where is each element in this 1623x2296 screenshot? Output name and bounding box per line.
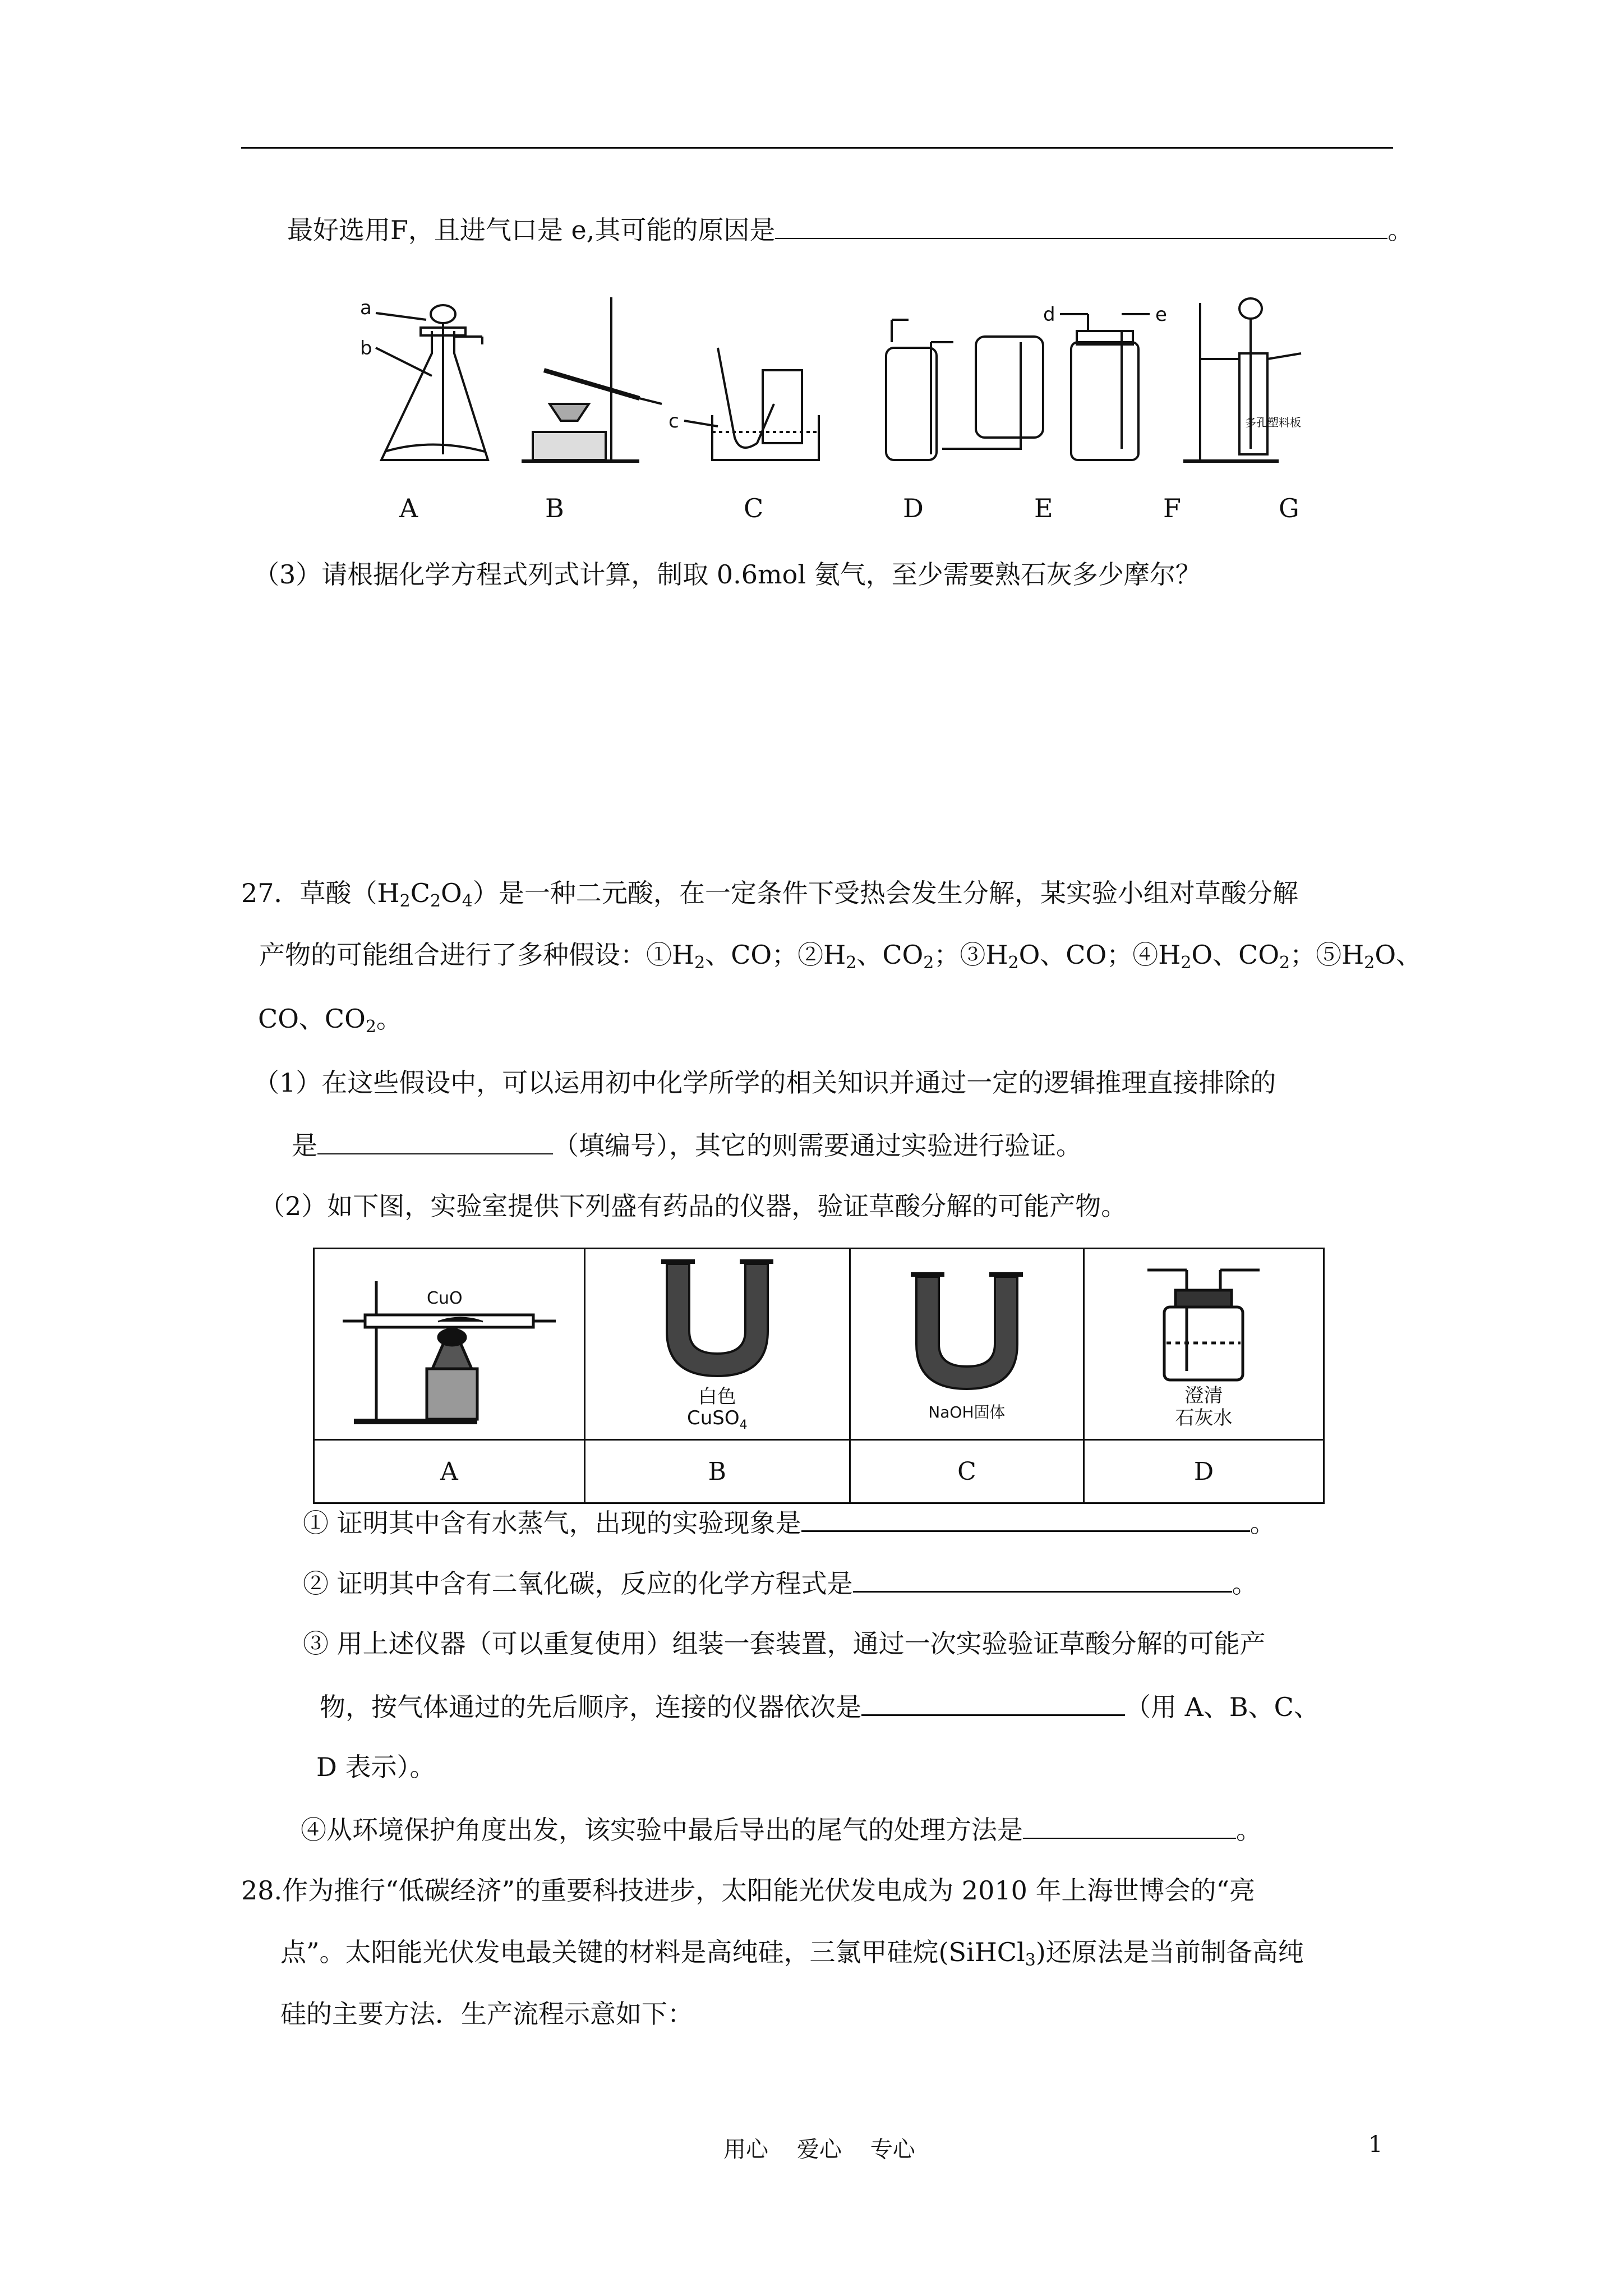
q26-answer-blank[interactable]	[775, 212, 1387, 239]
page-number: 1	[1368, 2132, 1383, 2157]
label-b: b	[360, 337, 372, 360]
apparatus-letter-f: F	[1163, 493, 1181, 523]
q27-step3-line3: D 表示）。	[316, 1752, 436, 1782]
q27-step3-line2: 物，按气体通过的先后顺序，连接的仪器依次是 （用 A、B、C、	[320, 1688, 1320, 1724]
label-d: D	[1083, 1440, 1324, 1503]
footer-center: 用心 爱心 专心	[723, 2137, 915, 2162]
q27-part1-blank[interactable]	[317, 1128, 553, 1154]
cell-c-image	[850, 1249, 1083, 1440]
q27-step1-blank[interactable]	[801, 1504, 1250, 1532]
apparatus-e-drawing	[942, 337, 1043, 449]
cell-a-image	[314, 1249, 585, 1440]
q27-step4-blank[interactable]	[1023, 1812, 1236, 1839]
q27-step2-blank[interactable]	[853, 1565, 1232, 1593]
q27-intro-line1: 27．草酸$(H_2C_2O_4)$是一种二元酸，在一定条件下受热会发生分解，某实验小组对草酸分解	[241, 878, 1298, 911]
apparatus-u-tube-naoh-drawing	[894, 1266, 1040, 1400]
apparatus-b-drawing	[522, 297, 662, 461]
label-c: C	[850, 1440, 1083, 1503]
b-caption-2: CuSO$_4$	[686, 1406, 748, 1432]
q27-part1-line2: 是 （填编号），其它的则需要通过实验进行验证。	[292, 1128, 1082, 1162]
apparatus-letter-a: A	[399, 493, 418, 523]
q27-step3-blank[interactable]	[861, 1688, 1125, 1716]
q27-step1: ① 证明其中含有水蒸气，出现的实验现象是 。	[303, 1504, 1276, 1540]
label-a: a	[360, 297, 372, 319]
apparatus-letter-c: C	[744, 493, 764, 523]
label-e: e	[1155, 303, 1167, 326]
q27-step2: ② 证明其中含有二氧化碳，反应的化学方程式是 。	[303, 1565, 1258, 1600]
label-a: A	[314, 1440, 585, 1503]
d-caption-1: 澄清	[1184, 1384, 1223, 1407]
c-caption: NaOH固体	[928, 1403, 1006, 1421]
label-c: c	[668, 410, 679, 432]
apparatus-a-drawing	[376, 305, 488, 460]
q27-step4: ④从环境保护角度出发，该实验中最后导出的尾气的处理方法是 。	[301, 1812, 1262, 1847]
d-caption-2: 石灰水	[1175, 1407, 1233, 1429]
q28-line2: 点”。太阳能光伏发电最关键的材料是高纯硅，三氯甲硅烷(SiHCl$_3$)还原法是当前制备高纯	[280, 1937, 1304, 1970]
apparatus-g-drawing	[1183, 298, 1301, 461]
apparatus-u-tube-cuso4-drawing	[644, 1253, 790, 1387]
label-d: d	[1043, 303, 1055, 326]
cell-b-image	[584, 1249, 850, 1440]
q27-part2: （2）如下图，实验室提供下列盛有药品的仪器，验证草酸分解的可能产物。	[259, 1191, 1127, 1221]
apparatus-letter-b: B	[545, 493, 564, 523]
label-b: B	[584, 1440, 850, 1503]
apparatus-d-drawing	[886, 320, 953, 460]
q27-apparatus-table	[313, 1248, 1325, 1504]
cuo-label: CuO	[426, 1289, 463, 1308]
q26-part3: （3）请根据化学方程式列式计算，制取 0.6mol 氨气，至少需要熟石灰多少摩尔？	[253, 559, 1201, 590]
apparatus-cuo-drawing	[331, 1259, 567, 1427]
apparatus-limewater-bottle-drawing	[1136, 1259, 1271, 1382]
apparatus-f-drawing	[1060, 314, 1150, 460]
apparatus-letter-g: G	[1279, 493, 1299, 523]
q26-line-f-text: 最好选用F，且进气口是 e,其可能的原因是	[287, 215, 776, 245]
apparatus-letter-d: D	[903, 493, 924, 523]
q27-part1-line1: （1）在这些假设中，可以运用初中化学所学的相关知识并通过一定的逻辑推理直接排除的	[253, 1068, 1276, 1098]
apparatus-c-drawing	[684, 348, 819, 460]
q26-line-f	[287, 212, 1413, 247]
label-porous-plate: 多孔塑料板	[1245, 416, 1301, 429]
q28-line1: 28.作为推行“低碳经济”的重要科技进步，太阳能光伏发电成为 2010 年上海世博会的“亮	[241, 1875, 1256, 1906]
cell-d-image	[1083, 1249, 1324, 1440]
q27-intro-line2: 产物的可能组合进行了多种假设：$①H_2$、CO；$②H_2$、$CO_2$；$③H_2O$、CO；$④H_2O$、$CO_2$；$⑤H_2O$、	[259, 940, 1422, 973]
q27-intro-line3: CO、$CO_2$。	[258, 1004, 402, 1037]
b-caption-1: 白色	[698, 1385, 736, 1408]
q27-step3-line1: ③ 用上述仪器（可以重复使用）组装一套装置，通过一次实验验证草酸分解的可能产	[303, 1628, 1266, 1659]
q28-line3: 硅的主要方法．生产流程示意如下：	[280, 1999, 693, 2029]
q26-apparatus-figure	[348, 292, 1402, 477]
header-rule	[241, 147, 1393, 149]
apparatus-letter-e: E	[1034, 493, 1053, 523]
q26-line-f-end: 。	[1387, 215, 1414, 245]
